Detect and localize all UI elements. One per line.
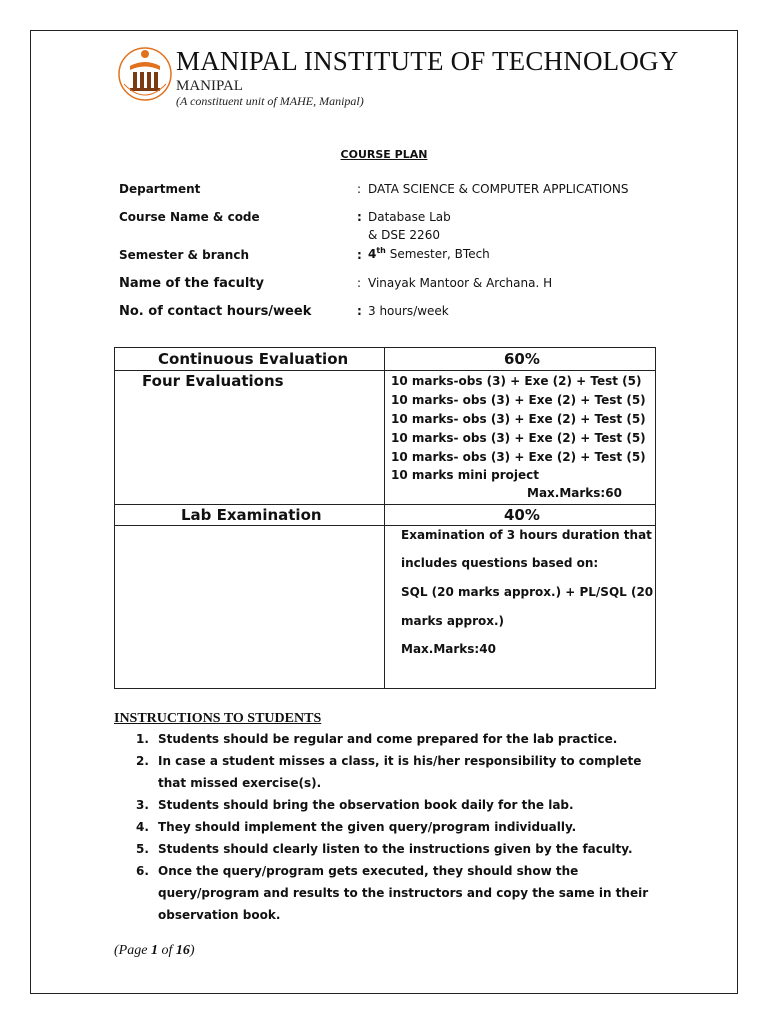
list-item-text: Students should clearly listen to the instructions given by the faculty. <box>158 842 633 856</box>
list-item-text: They should implement the given query/program individually. <box>158 820 577 834</box>
institute-name: MANIPAL INSTITUTE OF TECHNOLOGY <box>176 46 679 76</box>
lab-line-2: includes questions based on: <box>401 556 599 570</box>
list-item <box>130 794 670 816</box>
list-item-text: Students should be regular and come prepared for the lab practice. <box>158 732 618 746</box>
semester-label: Semester & branch <box>119 248 249 262</box>
institute-city: MANIPAL <box>176 78 243 94</box>
list-item-number: 5. <box>136 842 149 856</box>
faculty-label: Name of the faculty <box>119 276 264 291</box>
lab-line-5: Max.Marks:40 <box>401 642 496 656</box>
table-divider-row3 <box>115 525 655 526</box>
eval-line-6: 10 marks mini project <box>391 468 540 482</box>
department-colon: : <box>357 182 362 196</box>
list-item <box>130 816 670 838</box>
lab-percentage: 40% <box>504 506 540 524</box>
instructions-list <box>130 728 670 926</box>
eval-line-1: 10 marks-obs (3) + Exe (2) + Test (5) <box>391 374 642 388</box>
semester-value <box>368 246 490 261</box>
eval-line-4: 10 marks- obs (3) + Exe (2) + Test (5) <box>391 431 646 445</box>
course-value: Database Lab <box>368 210 451 224</box>
lab-line-1: Examination of 3 hours duration that <box>401 528 652 542</box>
semester-suffix: th <box>376 246 386 255</box>
page-number <box>114 943 195 959</box>
four-evaluations-heading: Four Evaluations <box>142 372 284 390</box>
eval-line-2: 10 marks- obs (3) + Exe (2) + Test (5) <box>391 393 646 407</box>
eval-line-3: 10 marks- obs (3) + Exe (2) + Test (5) <box>391 412 646 426</box>
table-divider-row2 <box>115 504 655 505</box>
evaluation-table <box>114 347 656 689</box>
table-divider-vertical <box>384 348 385 688</box>
semester-rest: Semester, BTech <box>385 247 490 261</box>
list-item-text: Once the query/program gets executed, they should show the query/program and results to the instructors and copy the same in their observation book. <box>158 864 649 922</box>
institute-header <box>108 38 680 120</box>
current-page: 1 <box>150 943 158 958</box>
instructions-heading: INSTRUCTIONS TO STUDENTS <box>114 711 322 726</box>
list-item-number: 3. <box>136 798 149 812</box>
list-item-number: 1. <box>136 732 149 746</box>
table-divider-row1 <box>115 370 655 371</box>
hours-label: No. of contact hours/week <box>119 304 312 319</box>
institute-subtitle: (A constituent unit of MAHE, Manipal) <box>176 94 364 108</box>
course-colon: : <box>357 210 362 224</box>
page-title: COURSE PLAN <box>340 148 428 161</box>
lab-examination-heading: Lab Examination <box>181 506 322 524</box>
semester-colon: : <box>357 248 362 262</box>
list-item-number: 4. <box>136 820 149 834</box>
list-item-number: 6. <box>136 864 149 878</box>
department-label: Department <box>119 182 201 196</box>
faculty-value: Vinayak Mantoor & Archana. H <box>368 276 553 290</box>
eval-line-5: 10 marks- obs (3) + Exe (2) + Test (5) <box>391 450 646 464</box>
institute-logo-icon <box>116 44 174 108</box>
hours-value: 3 hours/week <box>368 304 449 318</box>
list-item <box>130 860 670 926</box>
page-open: (Page <box>114 943 151 958</box>
department-value: DATA SCIENCE & COMPUTER APPLICATIONS <box>368 182 629 196</box>
list-item <box>130 750 670 794</box>
list-item <box>130 838 670 860</box>
faculty-colon: : <box>357 276 362 290</box>
max-marks-60: Max.Marks:60 <box>527 486 622 500</box>
lab-line-3: SQL (20 marks approx.) + PL/SQL (20 <box>401 585 654 599</box>
continuous-percentage: 60% <box>504 350 540 368</box>
continuous-evaluation-heading: Continuous Evaluation <box>158 350 349 368</box>
hours-colon: : <box>357 304 362 318</box>
semester-number: 4 <box>368 247 377 261</box>
lab-line-4: marks approx.) <box>401 614 505 628</box>
list-item-text: In case a student misses a class, it is his/her responsibility to complete that missed exercise(s). <box>158 754 642 790</box>
list-item-number: 2. <box>136 754 149 768</box>
course-code: & DSE 2260 <box>368 228 440 242</box>
total-pages: 16 <box>175 943 190 958</box>
list-item-text: Students should bring the observation book daily for the lab. <box>158 798 574 812</box>
list-item <box>130 728 670 750</box>
course-label: Course Name & code <box>119 210 260 224</box>
page-close: ) <box>189 943 195 958</box>
page-of: of <box>157 943 176 958</box>
